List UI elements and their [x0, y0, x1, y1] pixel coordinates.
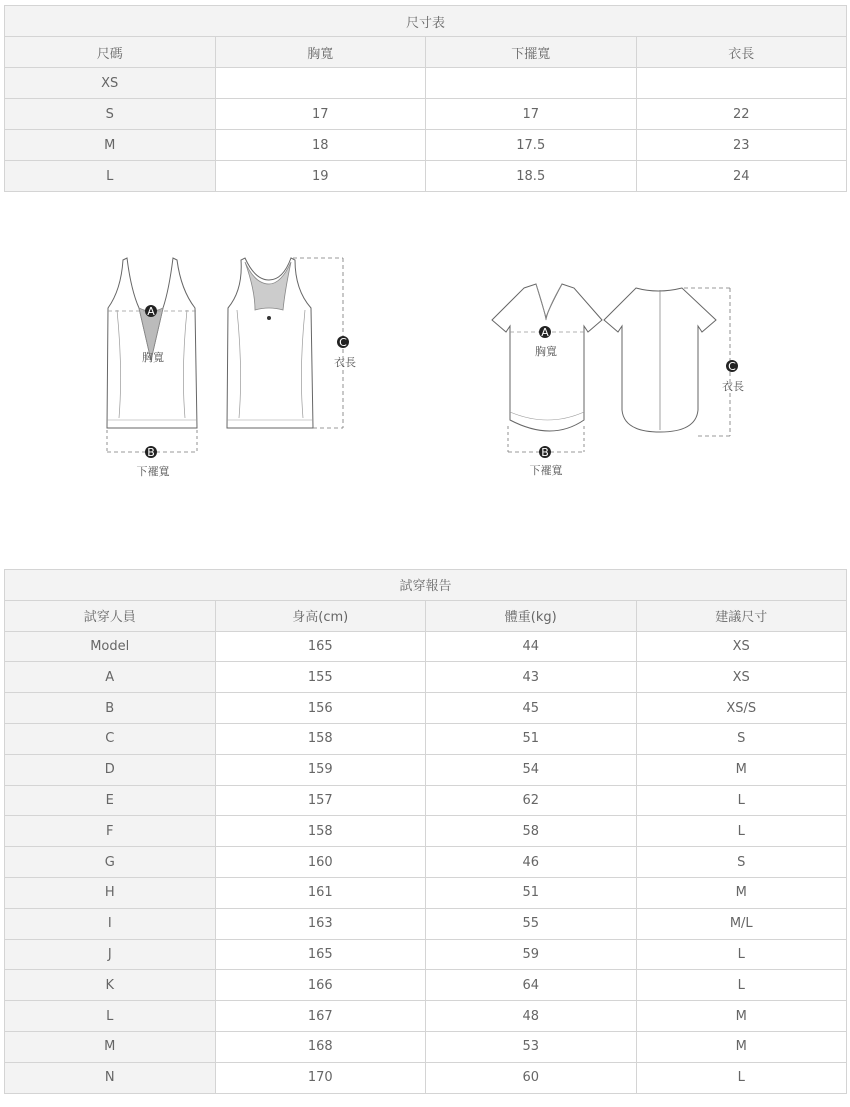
size-cell: L [636, 785, 847, 816]
height-cell: 170 [215, 1062, 426, 1093]
weight-cell: 44 [426, 631, 637, 662]
header-height: 身高(cm) [215, 600, 426, 631]
header-tester: 試穿人員 [5, 600, 216, 631]
size-chart-title: 尺寸表 [5, 6, 847, 37]
tester-cell: G [5, 847, 216, 878]
weight-cell: 54 [426, 754, 637, 785]
marker-a-label: A [147, 305, 155, 318]
tester-cell: I [5, 908, 216, 939]
tester-cell: N [5, 1062, 216, 1093]
table-row [5, 99, 847, 130]
tester-cell: Model [5, 631, 216, 662]
table-row [5, 1062, 847, 1093]
height-cell: 163 [215, 908, 426, 939]
header-size: 尺碼 [5, 37, 216, 68]
hem-width-label: 下襬寬 [136, 465, 170, 478]
weight-cell: 45 [426, 693, 637, 724]
weight-cell: 43 [426, 662, 637, 693]
table-row [5, 908, 847, 939]
fit-report-title: 試穿報告 [5, 570, 847, 601]
length-cell [636, 68, 847, 99]
size-chart-table [4, 5, 847, 192]
tester-cell: C [5, 723, 216, 754]
weight-cell: 58 [426, 816, 637, 847]
header-weight: 體重(kg) [426, 600, 637, 631]
table-row [5, 847, 847, 878]
height-cell: 158 [215, 816, 426, 847]
table-row [5, 970, 847, 1001]
tee-diagram [488, 280, 758, 485]
tee-length-label: 衣長 [722, 380, 744, 393]
length-cell: 23 [636, 130, 847, 161]
tester-cell: B [5, 693, 216, 724]
height-cell: 166 [215, 970, 426, 1001]
tester-cell: D [5, 754, 216, 785]
table-row [5, 68, 847, 99]
tee-marker-c-label: C [728, 360, 736, 373]
height-cell: 156 [215, 693, 426, 724]
tester-cell: M [5, 1031, 216, 1062]
tee-marker-a-label: A [541, 326, 549, 339]
height-cell: 159 [215, 754, 426, 785]
chest-width-label: 胸寬 [142, 351, 164, 364]
height-cell: 167 [215, 1001, 426, 1032]
tester-cell: L [5, 1001, 216, 1032]
table-row [5, 785, 847, 816]
table-row [5, 877, 847, 908]
marker-c-label: C [339, 336, 347, 349]
weight-cell: 48 [426, 1001, 637, 1032]
fit-report-table [4, 569, 847, 1094]
height-cell: 161 [215, 877, 426, 908]
chest-cell: 17 [215, 99, 426, 130]
table-row [5, 723, 847, 754]
tee-chest-width-label: 胸寬 [535, 345, 557, 358]
weight-cell: 53 [426, 1031, 637, 1062]
size-cell: M/L [636, 908, 847, 939]
size-cell: L [636, 970, 847, 1001]
table-row [5, 631, 847, 662]
table-row [5, 939, 847, 970]
table-row [5, 1001, 847, 1032]
size-cell: L [636, 816, 847, 847]
size-cell: M [5, 130, 216, 161]
tank-top-diagram [95, 250, 375, 485]
length-label: 衣長 [334, 356, 356, 369]
tee-marker-b-label: B [541, 446, 549, 459]
size-cell: XS [636, 631, 847, 662]
height-cell: 160 [215, 847, 426, 878]
height-cell: 157 [215, 785, 426, 816]
header-chest-width: 胸寬 [215, 37, 426, 68]
table-row [5, 130, 847, 161]
height-cell: 165 [215, 631, 426, 662]
height-cell: 165 [215, 939, 426, 970]
size-cell: M [636, 877, 847, 908]
size-cell: XS/S [636, 693, 847, 724]
tester-cell: J [5, 939, 216, 970]
size-cell: S [636, 847, 847, 878]
size-cell: L [636, 1062, 847, 1093]
table-row [5, 754, 847, 785]
size-cell: S [5, 99, 216, 130]
chest-cell: 19 [215, 161, 426, 192]
header-recommended-size: 建議尺寸 [636, 600, 847, 631]
chest-cell [215, 68, 426, 99]
marker-b-label: B [147, 446, 155, 459]
size-cell: M [636, 1031, 847, 1062]
hem-cell [426, 68, 637, 99]
weight-cell: 46 [426, 847, 637, 878]
tester-cell: H [5, 877, 216, 908]
size-cell: L [636, 939, 847, 970]
table-row [5, 161, 847, 192]
weight-cell: 51 [426, 877, 637, 908]
length-cell: 22 [636, 99, 847, 130]
tester-cell: F [5, 816, 216, 847]
tester-cell: K [5, 970, 216, 1001]
height-cell: 155 [215, 662, 426, 693]
tester-cell: A [5, 662, 216, 693]
tee-hem-width-label: 下襬寬 [529, 464, 563, 477]
table-row [5, 662, 847, 693]
hem-cell: 18.5 [426, 161, 637, 192]
weight-cell: 55 [426, 908, 637, 939]
size-cell: XS [636, 662, 847, 693]
weight-cell: 64 [426, 970, 637, 1001]
header-hem-width: 下擺寬 [426, 37, 637, 68]
size-cell: S [636, 723, 847, 754]
weight-cell: 51 [426, 723, 637, 754]
height-cell: 158 [215, 723, 426, 754]
table-row [5, 1031, 847, 1062]
hem-cell: 17 [426, 99, 637, 130]
length-cell: 24 [636, 161, 847, 192]
chest-cell: 18 [215, 130, 426, 161]
header-length: 衣長 [636, 37, 847, 68]
size-cell: M [636, 1001, 847, 1032]
weight-cell: 59 [426, 939, 637, 970]
weight-cell: 62 [426, 785, 637, 816]
size-cell: XS [5, 68, 216, 99]
size-cell: M [636, 754, 847, 785]
table-row [5, 693, 847, 724]
weight-cell: 60 [426, 1062, 637, 1093]
height-cell: 168 [215, 1031, 426, 1062]
tester-cell: E [5, 785, 216, 816]
table-row [5, 816, 847, 847]
hem-cell: 17.5 [426, 130, 637, 161]
size-cell: L [5, 161, 216, 192]
